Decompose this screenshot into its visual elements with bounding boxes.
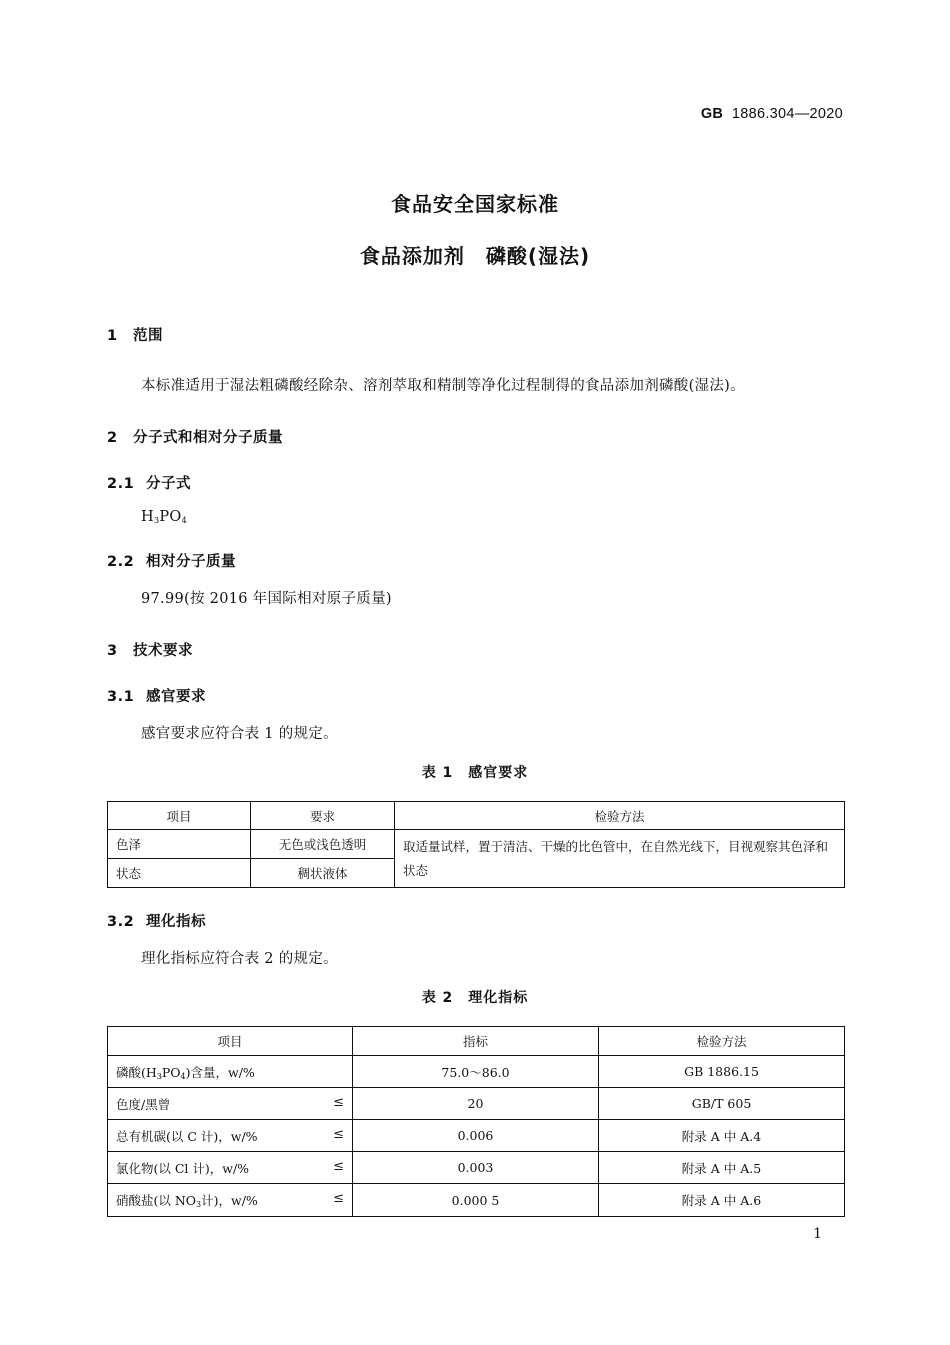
table-row bbox=[108, 830, 845, 859]
value-cell: 0.006 bbox=[353, 1120, 599, 1152]
molecular-mass: 97.99(按 2016 年国际相对原子质量) bbox=[141, 591, 392, 607]
section-2-1-heading bbox=[107, 472, 191, 493]
col-header: 检验方法 bbox=[395, 802, 845, 830]
item-text: 计)，w/% bbox=[201, 1193, 258, 1208]
table1-caption: 表 1 感官要求 bbox=[421, 765, 529, 781]
subscript: 3 bbox=[196, 1200, 202, 1209]
col-header: 要求 bbox=[251, 802, 395, 830]
molecular-formula bbox=[141, 509, 187, 525]
method-cell: 附录 A 中 A.6 bbox=[599, 1184, 845, 1217]
item-cell bbox=[108, 1056, 353, 1088]
item-text: 硝酸盐(以 NO bbox=[116, 1193, 197, 1208]
section-number: 3.1 bbox=[107, 689, 135, 705]
method-cell: GB/T 605 bbox=[599, 1088, 845, 1120]
table2-caption: 表 2 理化指标 bbox=[421, 990, 529, 1006]
item-cell bbox=[108, 1184, 353, 1217]
formula-subscript: 3 bbox=[153, 516, 160, 525]
le-symbol: ≤ bbox=[333, 1158, 344, 1174]
method-cell: 附录 A 中 A.4 bbox=[599, 1120, 845, 1152]
item-text: )含量，w/% bbox=[185, 1064, 255, 1080]
subscript: 3 bbox=[156, 1071, 162, 1081]
formula-subscript: 4 bbox=[181, 516, 187, 525]
standard-prefix: GB bbox=[700, 106, 724, 122]
item-cell: 状态 bbox=[108, 859, 251, 888]
standard-code: 1886.304—2020 bbox=[731, 106, 843, 122]
section-2-2-heading bbox=[107, 550, 236, 571]
section-title: 范围 bbox=[133, 328, 163, 344]
subscript: 4 bbox=[180, 1071, 186, 1081]
le-symbol: ≤ bbox=[333, 1191, 344, 1206]
method-cell: 取适量试样，置于清洁、干燥的比色管中，在自然光线下，目视观察其色泽和状态 bbox=[395, 830, 845, 888]
le-symbol: ≤ bbox=[333, 1126, 344, 1142]
item-text: 氯化物(以 Cl 计)，w/% bbox=[116, 1160, 250, 1176]
table-header-row bbox=[108, 802, 845, 830]
col-header: 指标 bbox=[353, 1027, 599, 1056]
le-symbol: ≤ bbox=[333, 1094, 344, 1110]
requirement-cell: 无色或浅色透明 bbox=[251, 830, 395, 859]
table-header-row bbox=[108, 1027, 845, 1056]
item-text: 磷酸(H bbox=[116, 1064, 157, 1080]
section-title: 分子式 bbox=[146, 476, 191, 492]
item-cell bbox=[108, 1152, 353, 1184]
section-number: 2.2 bbox=[107, 554, 135, 570]
formula-part: H bbox=[141, 509, 154, 525]
item-cell: 色泽 bbox=[108, 830, 251, 859]
section-3-heading bbox=[107, 639, 193, 660]
requirement-cell: 稠状液体 bbox=[251, 859, 395, 888]
value-cell: 20 bbox=[353, 1088, 599, 1120]
table-row bbox=[108, 1088, 845, 1120]
value-cell: 0.000 5 bbox=[353, 1184, 599, 1217]
section-3-1-heading bbox=[107, 685, 206, 706]
section-number: 3.2 bbox=[107, 914, 135, 930]
section-title: 分子式和相对分子质量 bbox=[133, 430, 283, 446]
col-header: 检验方法 bbox=[599, 1027, 845, 1056]
table-row bbox=[108, 1152, 845, 1184]
value-cell: 0.003 bbox=[353, 1152, 599, 1184]
section-title: 理化指标 bbox=[146, 914, 206, 930]
method-cell: GB 1886.15 bbox=[599, 1056, 845, 1088]
section-title: 技术要求 bbox=[133, 643, 193, 659]
section-3-2-body: 理化指标应符合表 2 的规定。 bbox=[141, 951, 338, 967]
section-3-2-heading bbox=[107, 910, 206, 931]
doc-subtitle: 食品添加剂 磷酸(湿法) bbox=[359, 244, 591, 268]
section-1-heading bbox=[107, 324, 163, 345]
section-3-1-body: 感官要求应符合表 1 的规定。 bbox=[141, 726, 338, 742]
section-2-heading bbox=[107, 426, 283, 447]
standard-number bbox=[701, 106, 843, 122]
col-header: 项目 bbox=[108, 802, 251, 830]
section-number: 2.1 bbox=[107, 476, 135, 492]
item-text: 色度/黑曾 bbox=[116, 1096, 171, 1112]
page-number: 1 bbox=[813, 1226, 822, 1242]
table2-physicochemical bbox=[107, 1026, 845, 1217]
section-1-body: 本标准适用于湿法粗磷酸经除杂、溶剂萃取和精制等净化过程制得的食品添加剂磷酸(湿法)。 bbox=[141, 378, 745, 394]
value-cell: 75.0～86.0 bbox=[353, 1056, 599, 1088]
item-text: 总有机碳(以 C 计)，w/% bbox=[116, 1128, 258, 1144]
table1-sensory bbox=[107, 801, 845, 888]
doc-title: 食品安全国家标准 bbox=[391, 192, 559, 216]
item-text: PO bbox=[161, 1064, 181, 1080]
formula-part: PO bbox=[159, 509, 182, 525]
col-header: 项目 bbox=[108, 1027, 353, 1056]
table-row bbox=[108, 1056, 845, 1088]
section-title: 相对分子质量 bbox=[146, 554, 236, 570]
section-number: 1 bbox=[107, 328, 118, 344]
item-cell bbox=[108, 1120, 353, 1152]
method-cell: 附录 A 中 A.5 bbox=[599, 1152, 845, 1184]
table-row bbox=[108, 1120, 845, 1152]
table-row bbox=[108, 1184, 845, 1217]
item-cell bbox=[108, 1088, 353, 1120]
section-number: 2 bbox=[107, 430, 118, 446]
section-title: 感官要求 bbox=[146, 689, 206, 705]
section-number: 3 bbox=[107, 643, 118, 659]
